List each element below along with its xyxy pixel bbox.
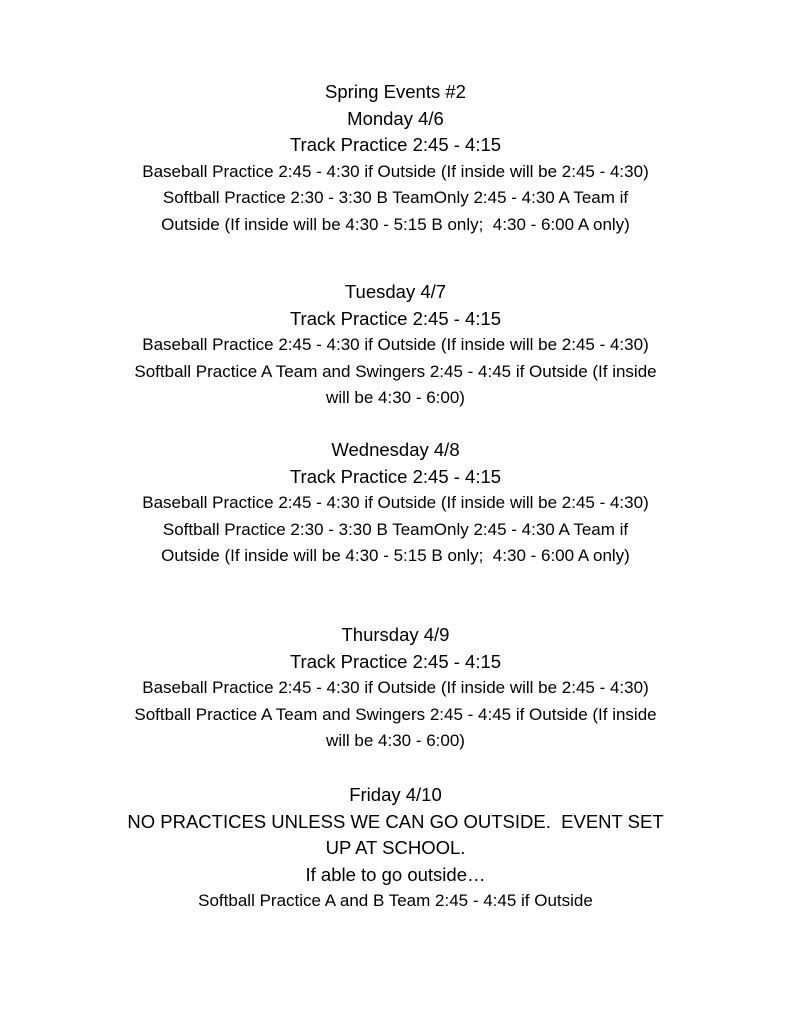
event-line: Baseball Practice 2:45 - 4:30 if Outside (If inside will be 2:45 - 4:30) <box>142 335 649 355</box>
document-title: Spring Events #2 <box>325 81 466 102</box>
event-line: will be 4:30 - 6:00) <box>326 388 465 408</box>
event-line: NO PRACTICES UNLESS WE CAN GO OUTSIDE. EVENT SET <box>127 810 664 832</box>
event-line: will be 4:30 - 6:00) <box>326 731 465 751</box>
event-line: Track Practice 2:45 - 4:15 <box>289 134 502 156</box>
thursday-section <box>0 622 791 755</box>
event-line: Outside (If inside will be 4:30 - 5:15 B only; 4:30 - 6:00 A only) <box>161 214 630 234</box>
event-line: Softball Practice A Team and Swingers 2:45 - 4:45 if Outside (If inside <box>134 361 657 381</box>
event-line: Track Practice 2:45 - 4:15 <box>289 307 502 329</box>
day-heading: Friday 4/10 <box>349 784 442 805</box>
event-line: Baseball Practice 2:45 - 4:30 if Outside (If inside will be 2:45 - 4:30) <box>142 161 649 181</box>
event-line: Softball Practice A and B Team 2:45 - 4:45 if Outside <box>198 891 593 911</box>
day-heading: Wednesday 4/8 <box>331 439 460 460</box>
event-line: Softball Practice A Team and Swingers 2:45 - 4:45 if Outside (If inside <box>134 704 657 724</box>
wednesday-section <box>0 437 791 570</box>
event-line: UP AT SCHOOL. <box>325 837 466 859</box>
event-line: Outside (If inside will be 4:30 - 5:15 B only; 4:30 - 6:00 A only) <box>161 546 630 566</box>
day-heading: Tuesday 4/7 <box>344 281 447 302</box>
tuesday-section <box>0 279 791 412</box>
monday-section <box>0 79 791 239</box>
day-heading: Thursday 4/9 <box>341 624 450 645</box>
event-line: Softball Practice 2:30 - 3:30 B TeamOnly 2:45 - 4:30 A Team if <box>162 519 629 539</box>
event-line: If able to go outside… <box>305 863 486 885</box>
event-line: Track Practice 2:45 - 4:15 <box>289 465 502 487</box>
event-line: Softball Practice 2:30 - 3:30 B TeamOnly 2:45 - 4:30 A Team if <box>162 188 629 208</box>
day-heading: Monday 4/6 <box>347 107 444 129</box>
event-line: Track Practice 2:45 - 4:15 <box>289 650 502 672</box>
friday-section <box>0 782 791 915</box>
event-line: Baseball Practice 2:45 - 4:30 if Outside (If inside will be 2:45 - 4:30) <box>142 678 649 698</box>
event-line: Baseball Practice 2:45 - 4:30 if Outside (If inside will be 2:45 - 4:30) <box>142 493 649 513</box>
